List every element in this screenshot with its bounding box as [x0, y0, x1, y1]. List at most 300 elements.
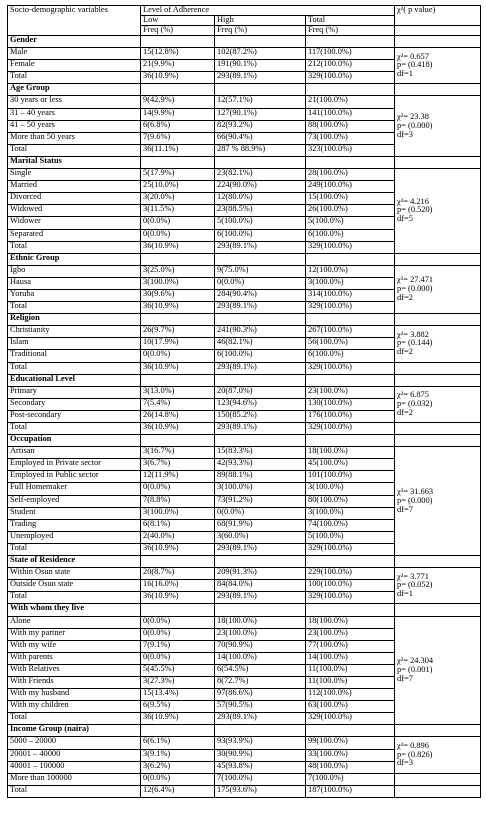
chi-square-stat: [395, 737, 481, 773]
empty-cell: [215, 36, 306, 48]
stat-line: p= (0.001): [397, 665, 433, 675]
low-freq: 25(10.0%): [141, 181, 215, 193]
high-freq: 20(87.0%): [215, 386, 306, 398]
total-freq: 45(100.0%): [306, 459, 395, 471]
stat-line: χ²= 0.896: [397, 740, 429, 750]
empty-cell: [141, 253, 215, 265]
total-freq: 6(100.0%): [306, 350, 395, 362]
row-label: With Relatives: [8, 664, 141, 676]
stat-line: p= (0.520): [397, 205, 433, 215]
low-freq: 5(45.5%): [141, 664, 215, 676]
row-label: Employed in Private sector: [8, 459, 141, 471]
empty-cell: [395, 36, 481, 48]
high-freq: 0(0.0%): [215, 277, 306, 289]
section-row: [8, 604, 481, 616]
empty-cell: [395, 423, 481, 435]
section-row: [8, 556, 481, 568]
total-freq: 5(100.0%): [306, 217, 395, 229]
total-freq: 3(100.0%): [306, 277, 395, 289]
total-freq: 329(100.0%): [306, 543, 395, 555]
high-freq: 293(89.1%): [215, 543, 306, 555]
empty-cell: [395, 314, 481, 326]
empty-cell: [141, 435, 215, 447]
row-label: 20001 – 40000: [8, 749, 141, 761]
row-label: Traditional: [8, 350, 141, 362]
row-label: More than 100000: [8, 773, 141, 785]
low-freq: 6(6.1%): [141, 737, 215, 749]
section-title: Occupation: [8, 435, 141, 447]
high-freq: 70(90.9%): [215, 640, 306, 652]
total-freq: 15(100.0%): [306, 193, 395, 205]
low-freq: 3(20.0%): [141, 193, 215, 205]
row-label: Female: [8, 60, 141, 72]
empty-cell: [141, 374, 215, 386]
empty-cell: [141, 725, 215, 737]
empty-cell: [141, 36, 215, 48]
high-freq: 293(89.1%): [215, 592, 306, 604]
stat-line: df=3: [397, 129, 413, 139]
high-freq: 293(89.1%): [215, 423, 306, 435]
chi-square-stat: [395, 326, 481, 362]
high-freq: 57(90.5%): [215, 701, 306, 713]
row-label: Married: [8, 181, 141, 193]
table-row: [8, 326, 481, 338]
chi-square-stat: [395, 386, 481, 422]
empty-cell: [141, 314, 215, 326]
adherence-table: [7, 5, 481, 798]
empty-cell: [306, 314, 395, 326]
stat-line: df=3: [397, 758, 413, 768]
total-freq: 117(100.0%): [306, 48, 395, 60]
empty-cell: [215, 314, 306, 326]
high-freq: 293(89.1%): [215, 241, 306, 253]
empty-cell: [215, 435, 306, 447]
section-row: [8, 84, 481, 96]
empty-cell: [306, 604, 395, 616]
row-label: Unemployed: [8, 531, 141, 543]
low-freq: 0(0.0%): [141, 483, 215, 495]
low-freq: 3(9.1%): [141, 749, 215, 761]
row-label: Within Osun state: [8, 568, 141, 580]
row-label: With my husband: [8, 689, 141, 701]
row-label: Total: [8, 302, 141, 314]
section-title: Ethnic Group: [8, 253, 141, 265]
high-freq: 15(83.3%): [215, 447, 306, 459]
high-freq: 284(90.4%): [215, 289, 306, 301]
section-row: [8, 36, 481, 48]
total-freq: 11(100.0%): [306, 664, 395, 676]
chi-square-stat: [395, 96, 481, 156]
stat-line: χ²= 27.471: [397, 275, 434, 285]
chi-square-stat: [395, 447, 481, 556]
high-freq: 293(89.1%): [215, 302, 306, 314]
low-freq: 9(42.9%): [141, 96, 215, 108]
empty-cell: [395, 156, 481, 168]
low-freq: 7(9.6%): [141, 132, 215, 144]
header-freq-total: Freq (%): [306, 26, 395, 36]
section-row: [8, 435, 481, 447]
section-title: Marital Status: [8, 156, 141, 168]
low-freq: 6(9.5%): [141, 701, 215, 713]
high-freq: 102(87.2%): [215, 48, 306, 60]
stat-line: χ²= 3.771: [397, 571, 429, 581]
table-row: [8, 265, 481, 277]
high-freq: 127(90.1%): [215, 108, 306, 120]
low-freq: 20(8.7%): [141, 568, 215, 580]
row-label: Total: [8, 241, 141, 253]
low-freq: 0(0.0%): [141, 350, 215, 362]
low-freq: 7(9.1%): [141, 640, 215, 652]
row-label: With my partner: [8, 628, 141, 640]
row-label: Total: [8, 592, 141, 604]
empty-cell: [215, 374, 306, 386]
section-title: Gender: [8, 36, 141, 48]
high-freq: 23(100.0%): [215, 628, 306, 640]
empty-cell: [306, 556, 395, 568]
low-freq: 6(6.8%): [141, 120, 215, 132]
total-freq: 7(100.0%): [306, 773, 395, 785]
row-label: Single: [8, 169, 141, 181]
total-freq: 329(100.0%): [306, 302, 395, 314]
total-freq: 112(100.0%): [306, 689, 395, 701]
total-freq: 12(100.0%): [306, 265, 395, 277]
high-freq: 8(72.7%): [215, 676, 306, 688]
high-freq: 66(90.4%): [215, 132, 306, 144]
header-high: High: [215, 16, 306, 26]
total-freq: 329(100.0%): [306, 362, 395, 374]
section-row: [8, 314, 481, 326]
total-freq: 18(100.0%): [306, 447, 395, 459]
row-label: Widowed: [8, 205, 141, 217]
total-freq: 3(100.0%): [306, 483, 395, 495]
stat-line: df=2: [397, 407, 413, 417]
low-freq: 2(40.0%): [141, 531, 215, 543]
chi-square-stat: [395, 169, 481, 254]
high-freq: 14(100.0%): [215, 652, 306, 664]
section-title: With whom they live: [8, 604, 141, 616]
stat-line: χ²= 0.657: [397, 51, 429, 61]
high-freq: 23(82.1%): [215, 169, 306, 181]
high-freq: 123(94.6%): [215, 398, 306, 410]
total-freq: 5(100.0%): [306, 531, 395, 543]
stat-line: p= (0.418): [397, 60, 433, 70]
high-freq: 293(89.1%): [215, 362, 306, 374]
low-freq: 0(0.0%): [141, 652, 215, 664]
stat-line: χ²= 23.38: [397, 111, 429, 121]
total-freq: 329(100.0%): [306, 241, 395, 253]
total-freq: 18(100.0%): [306, 616, 395, 628]
stat-line: df=1: [397, 69, 413, 79]
row-label: Employed in Public sector: [8, 471, 141, 483]
low-freq: 7(8.8%): [141, 495, 215, 507]
section-row: [8, 725, 481, 737]
total-freq: 249(100.0%): [306, 181, 395, 193]
total-freq: 80(100.0%): [306, 495, 395, 507]
total-freq: 77(100.0%): [306, 640, 395, 652]
header-chi-empty: [395, 26, 481, 36]
total-freq: 187(100.0%): [306, 785, 395, 797]
low-freq: 15(13.4%): [141, 689, 215, 701]
total-freq: 329(100.0%): [306, 72, 395, 84]
low-freq: 0(0.0%): [141, 229, 215, 241]
stat-line: df=1: [397, 589, 413, 599]
table-row: [8, 48, 481, 60]
low-freq: 36(10.9%): [141, 543, 215, 555]
low-freq: 3(16.7%): [141, 447, 215, 459]
total-freq: 48(100.0%): [306, 761, 395, 773]
table-row: [8, 447, 481, 459]
total-freq: 88(100.0%): [306, 120, 395, 132]
row-label: With my children: [8, 701, 141, 713]
high-freq: 30(90.9%): [215, 749, 306, 761]
empty-cell: [306, 725, 395, 737]
row-label: Yoruba: [8, 289, 141, 301]
high-freq: 12(80.0%): [215, 193, 306, 205]
row-label: Separated: [8, 229, 141, 241]
stat-line: p= (0.032): [397, 398, 433, 408]
low-freq: 36(10.9%): [141, 72, 215, 84]
high-freq: 18(100.0%): [215, 616, 306, 628]
empty-cell: [306, 374, 395, 386]
chi-square-stat: [395, 616, 481, 725]
stat-line: df=7: [397, 673, 413, 683]
row-label: 30 years or less: [8, 96, 141, 108]
empty-cell: [395, 785, 481, 797]
high-freq: 97(86.6%): [215, 689, 306, 701]
row-label: Full Homemaker: [8, 483, 141, 495]
total-freq: 26(100.0%): [306, 205, 395, 217]
row-label: Secondary: [8, 398, 141, 410]
row-label: More than 50 years: [8, 132, 141, 144]
low-freq: 36(11.1%): [141, 144, 215, 156]
high-freq: 23(88.5%): [215, 205, 306, 217]
row-label: Total: [8, 362, 141, 374]
table-row: [8, 737, 481, 749]
stat-line: df=5: [397, 214, 413, 224]
empty-cell: [395, 773, 481, 785]
low-freq: 5(17.9%): [141, 169, 215, 181]
total-freq: 101(100.0%): [306, 471, 395, 483]
high-freq: 175(93.6%): [215, 785, 306, 797]
high-freq: 241(90.3%): [215, 326, 306, 338]
low-freq: 3(11.5%): [141, 205, 215, 217]
low-freq: 3(13.0%): [141, 386, 215, 398]
header-level: Level of Adherence: [141, 6, 395, 16]
stat-line: χ²= 4.216: [397, 196, 429, 206]
header-chi: χ²( p value): [395, 6, 481, 26]
low-freq: 3(6.2%): [141, 761, 215, 773]
total-freq: 33(100.0%): [306, 749, 395, 761]
low-freq: 10(17.9%): [141, 338, 215, 350]
high-freq: 7(100.0%): [215, 773, 306, 785]
total-freq: 3(100.0%): [306, 507, 395, 519]
total-freq: 329(100.0%): [306, 592, 395, 604]
high-freq: 293(89.1%): [215, 713, 306, 725]
chi-square-stat: [395, 265, 481, 313]
high-freq: 6(100.0%): [215, 229, 306, 241]
row-label: 31 – 40 years: [8, 108, 141, 120]
low-freq: 15(12.8%): [141, 48, 215, 60]
high-freq: 0(0.0%): [215, 507, 306, 519]
high-freq: 3(60.0%): [215, 531, 306, 543]
row-label: Total: [8, 785, 141, 797]
high-freq: 9(75.0%): [215, 265, 306, 277]
high-freq: 45(93.8%): [215, 761, 306, 773]
high-freq: 46(82.1%): [215, 338, 306, 350]
high-freq: 68(91.9%): [215, 519, 306, 531]
total-freq: 329(100.0%): [306, 713, 395, 725]
row-label: 5000 – 20000: [8, 737, 141, 749]
total-freq: 21(100.0%): [306, 96, 395, 108]
high-freq: 73(91.2%): [215, 495, 306, 507]
low-freq: 36(10.9%): [141, 713, 215, 725]
header-low: Low: [141, 16, 215, 26]
row-label: Artisan: [8, 447, 141, 459]
total-freq: 100(100.0%): [306, 580, 395, 592]
low-freq: 3(27.3%): [141, 676, 215, 688]
stat-line: χ²= 24.304: [397, 656, 434, 666]
stat-line: df=2: [397, 347, 413, 357]
empty-cell: [395, 725, 481, 737]
section-title: State of Residence: [8, 556, 141, 568]
low-freq: 3(25.0%): [141, 265, 215, 277]
table-row: [8, 169, 481, 181]
stat-line: p= (0.144): [397, 338, 433, 348]
low-freq: 26(9.7%): [141, 326, 215, 338]
chi-square-stat: [395, 568, 481, 604]
high-freq: 6(54.5%): [215, 664, 306, 676]
header-freq-high: Freq (%): [215, 26, 306, 36]
empty-cell: [395, 84, 481, 96]
low-freq: 0(0.0%): [141, 616, 215, 628]
empty-cell: [215, 556, 306, 568]
section-title: Income Group (naira): [8, 725, 141, 737]
empty-cell: [141, 604, 215, 616]
total-freq: 130(100.0%): [306, 398, 395, 410]
total-freq: 99(100.0%): [306, 737, 395, 749]
section-title: Educational Level: [8, 374, 141, 386]
table-row: [8, 616, 481, 628]
total-freq: 267(100.0%): [306, 326, 395, 338]
low-freq: 14(9.9%): [141, 108, 215, 120]
empty-cell: [306, 84, 395, 96]
total-freq: 6(100.0%): [306, 229, 395, 241]
total-freq: 28(100.0%): [306, 169, 395, 181]
stat-line: χ²= 31.663: [397, 486, 434, 496]
empty-cell: [395, 253, 481, 265]
row-label: Primary: [8, 386, 141, 398]
table-row: [8, 568, 481, 580]
total-freq: 74(100.0%): [306, 519, 395, 531]
total-freq: 229(100.0%): [306, 568, 395, 580]
row-label: Trading: [8, 519, 141, 531]
low-freq: 26(14.8%): [141, 410, 215, 422]
row-label: Total: [8, 423, 141, 435]
empty-cell: [141, 84, 215, 96]
section-title: Age Group: [8, 84, 141, 96]
empty-cell: [215, 604, 306, 616]
high-freq: 42(93.3%): [215, 459, 306, 471]
high-freq: 6(100.0%): [215, 350, 306, 362]
total-freq: 212(100.0%): [306, 60, 395, 72]
low-freq: 36(10.9%): [141, 362, 215, 374]
high-freq: 93(93.9%): [215, 737, 306, 749]
high-freq: 191(90.1%): [215, 60, 306, 72]
low-freq: 12(11.9%): [141, 471, 215, 483]
row-label: Igbo: [8, 265, 141, 277]
empty-cell: [395, 556, 481, 568]
low-freq: 3(100.0%): [141, 277, 215, 289]
row-label: Total: [8, 144, 141, 156]
stat-line: p= (0.000): [397, 495, 433, 505]
row-label: With parents: [8, 652, 141, 664]
total-freq: 63(100.0%): [306, 701, 395, 713]
stat-line: df=2: [397, 292, 413, 302]
table-row: [8, 773, 481, 785]
empty-cell: [395, 435, 481, 447]
section-row: [8, 374, 481, 386]
low-freq: 7(5.4%): [141, 398, 215, 410]
header-total: Total: [306, 16, 395, 26]
table-body: [8, 6, 481, 798]
low-freq: 21(9.9%): [141, 60, 215, 72]
empty-cell: [141, 556, 215, 568]
stat-line: p= (0.826): [397, 749, 433, 759]
row-label: 40001 – 100000: [8, 761, 141, 773]
low-freq: 30(9.6%): [141, 289, 215, 301]
low-freq: 36(10.9%): [141, 592, 215, 604]
section-row: [8, 253, 481, 265]
total-freq: 314(100.0%): [306, 289, 395, 301]
empty-cell: [215, 156, 306, 168]
row-label: Student: [8, 507, 141, 519]
empty-cell: [306, 435, 395, 447]
high-freq: 89(88.1%): [215, 471, 306, 483]
low-freq: 3(100.0%): [141, 507, 215, 519]
high-freq: 287 % 88.9%): [215, 144, 306, 156]
chi-square-stat: [395, 48, 481, 84]
stat-line: p= (0.052): [397, 580, 433, 590]
low-freq: 36(10.9%): [141, 302, 215, 314]
total-freq: 176(100.0%): [306, 410, 395, 422]
low-freq: 0(0.0%): [141, 217, 215, 229]
row-label: Hausa: [8, 277, 141, 289]
total-freq: 23(100.0%): [306, 628, 395, 640]
stat-line: χ²= 3.882: [397, 329, 429, 339]
total-freq: 23(100.0%): [306, 386, 395, 398]
high-freq: 209(91.3%): [215, 568, 306, 580]
high-freq: 84(84.0%): [215, 580, 306, 592]
empty-cell: [395, 604, 481, 616]
empty-cell: [395, 362, 481, 374]
row-label: Total: [8, 713, 141, 725]
header-row: [8, 6, 481, 16]
row-label: Divorced: [8, 193, 141, 205]
low-freq: 6(8.1%): [141, 519, 215, 531]
high-freq: 150(85.2%): [215, 410, 306, 422]
header-variable: Socio-demographic variables: [8, 6, 141, 36]
row-label: Alone: [8, 616, 141, 628]
stat-line: χ²= 6.875: [397, 390, 429, 400]
empty-cell: [141, 156, 215, 168]
table-row: [8, 423, 481, 435]
high-freq: 12(57.1%): [215, 96, 306, 108]
row-label: Outside Osun state: [8, 580, 141, 592]
header-freq-low: Freq (%): [141, 26, 215, 36]
row-label: With Friends: [8, 676, 141, 688]
section-title: Religion: [8, 314, 141, 326]
stat-line: p= (0.000): [397, 120, 433, 130]
